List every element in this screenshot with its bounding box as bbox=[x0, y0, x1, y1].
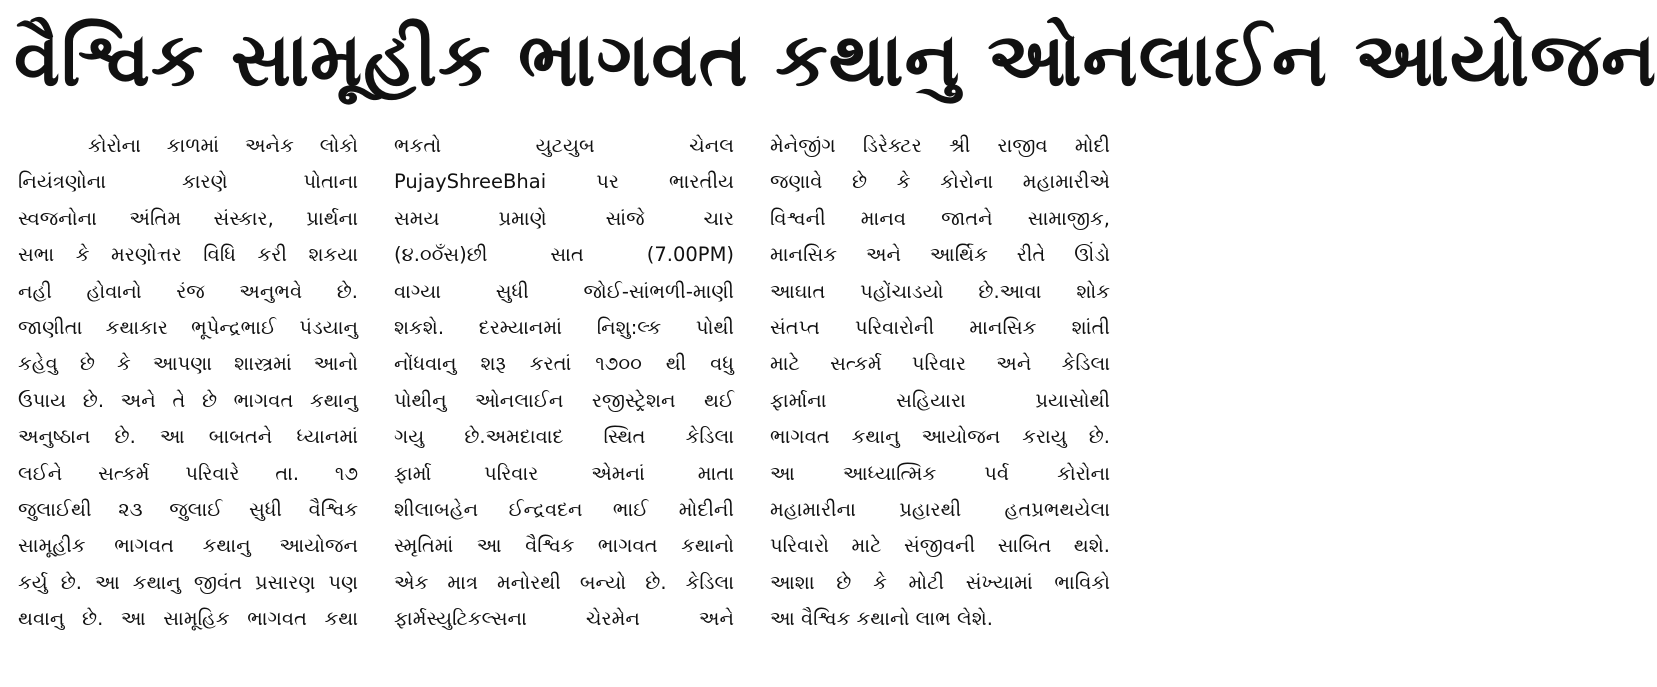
text-line: PujayShreeBhai પર ભારતીય bbox=[394, 170, 734, 194]
text-line: ભાગવત કથાનુ આયોજન કરાયુ છે. bbox=[770, 425, 1110, 449]
text-line: કર્યુ છે. આ કથાનુ જીવંત પ્રસારણ પણ bbox=[18, 570, 358, 594]
text-line: ઉપાય છે. અને તે છે ભાગવત કથાનુ bbox=[18, 388, 358, 412]
text-line: વાગ્યા સુધી જોઈ-સાંભળી-માણી bbox=[394, 279, 734, 303]
text-line: સભા કે મરણોત્તર વિધિ કરી શકયા bbox=[18, 243, 358, 267]
text-line: મહામારીના પ્રહારથી હતપ્રભથયેલા bbox=[770, 498, 1110, 522]
text-line: જણાવે છે કે કોરોના મહામારીએ bbox=[770, 170, 1110, 194]
article-column-2 bbox=[394, 128, 734, 680]
text-line: સામૂહીક ભાગવત કથાનુ આયોજન bbox=[18, 534, 358, 558]
text-line: સમય પ્રમાણે સાંજે ચાર bbox=[394, 206, 734, 230]
text-line: શકશે. દરમ્યાનમાં નિશુ:લ્ક પોથી bbox=[394, 316, 734, 340]
article-column-3 bbox=[770, 128, 1110, 680]
text-line: વિશ્વની માનવ જાતને સામાજીક, bbox=[770, 206, 1110, 230]
text-line: માનસિક અને આર્થિક રીતે ઊંડો bbox=[770, 243, 1110, 267]
text-line: પરિવારો માટે સંજીવની સાબિત થશે. bbox=[770, 534, 1110, 558]
text-line: સંતપ્ત પરિવારોની માનસિક શાંતી bbox=[770, 316, 1110, 340]
text-line: કહેવુ છે કે આપણા શાસ્ત્રમાં આનો bbox=[18, 352, 358, 376]
text-line: અનુષ્ઠાન છે. આ બાબતને ધ્યાનમાં bbox=[18, 425, 358, 449]
text-line: શીલાબહેન ઈન્દ્રવદન ભાઈ મોદીની bbox=[394, 498, 734, 522]
text-line: ફાર્માના સહિયારા પ્રયાસોથી bbox=[770, 388, 1110, 412]
text-line: સ્મૃતિમાં આ વૈશ્વિક ભાગવત કથાનો bbox=[394, 534, 734, 558]
text-line: સ્વજનોના અંતિમ સંસ્કાર, પ્રાર્થના bbox=[18, 206, 358, 230]
text-line: આઘાત પહોંચાડયો છે.આવા શોક bbox=[770, 279, 1110, 303]
text-line: લઈને સત્કર્મ પરિવારે તા. ૧૭ bbox=[18, 461, 358, 485]
text-line: માટે સત્કર્મ પરિવાર અને કેડિલા bbox=[770, 352, 1110, 376]
text-line: નોંધવાનુ શરૂ કરતાં ૧૭૦૦ થી વધુ bbox=[394, 352, 734, 376]
text-line: ભકતો યુટયુબ ચેનલ bbox=[394, 134, 734, 157]
text-line: જુલાઈથી ૨૩ જુલાઈ સુધી વૈશ્વિક bbox=[18, 498, 358, 522]
text-line: કોરોના કાળમાં અનેક લોકો bbox=[88, 134, 358, 157]
text-line: મેનેજીંગ ડિરેક્ટર શ્રી રાજીવ મોદી bbox=[770, 134, 1110, 157]
text-line: નિયંત્રણોના કારણે પોતાના bbox=[18, 170, 358, 194]
text-line: આશા છે કે મોટી સંખ્યામાં ભાવિકો bbox=[770, 570, 1110, 594]
text-line: એક માત્ર મનોરથી બન્યો છે. કેડિલા bbox=[394, 570, 734, 594]
text-line: નહી હોવાનો રંજ અનુભવે છે. bbox=[18, 279, 358, 303]
text-line: ફાર્મસ્યુટિકલ્સના ચેરમેન અને bbox=[394, 607, 734, 631]
text-line: આ વૈશ્વિક કથાનો લાભ લેશે. bbox=[770, 607, 993, 631]
article-headline: વૈશ્વિક સામૂહીક ભાગવત કથાનુ ઓનલાઈન આયોજન bbox=[14, 17, 1657, 103]
article-body bbox=[18, 128, 1110, 680]
text-line: જાણીતા કથાકાર ભૂપેન્દ્રભાઈ પંડયાનુ bbox=[18, 316, 358, 340]
text-line: પોથીનુ ઓનલાઈન રજીસ્ટ્રેશન થઈ bbox=[394, 388, 734, 412]
text-line: ગયુ છે.અમદાવાદ સ્થિત કેડિલા bbox=[394, 425, 734, 449]
text-line: થવાનુ છે. આ સામૂહિક ભાગવત કથા bbox=[18, 607, 358, 631]
text-line: આ આધ્યાત્મિક પર્વ કોરોના bbox=[770, 461, 1110, 485]
text-line: (૪.૦૦ઁસ)છી સાત (7.00PM) bbox=[394, 243, 734, 267]
article-column-1 bbox=[18, 128, 358, 680]
text-line: ફાર્મા પરિવાર એમનાં માતા bbox=[394, 461, 734, 485]
